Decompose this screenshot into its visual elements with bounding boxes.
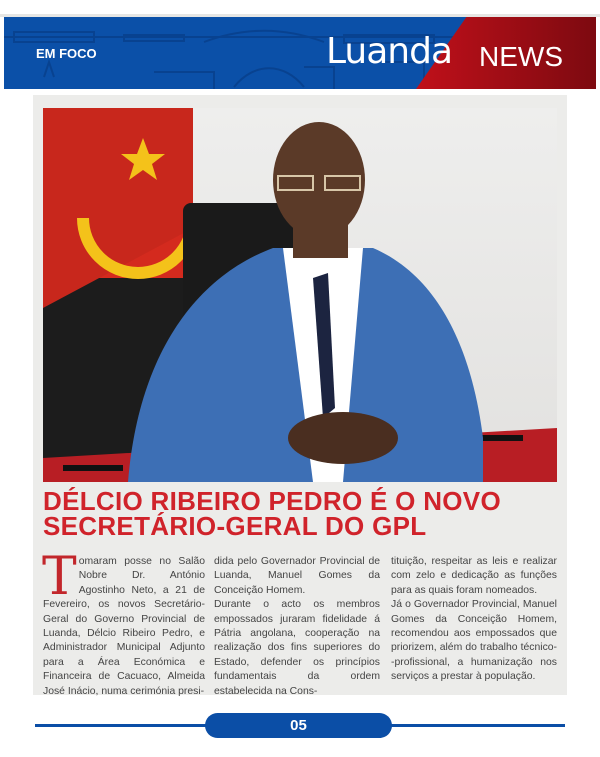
headline-line-2: SECRETÁRIO-GERAL DO GPL: [43, 511, 427, 541]
headline-line-1: DÉLCIO RIBEIRO PEDRO É O NOVO: [43, 486, 501, 516]
page-number: 05: [205, 713, 392, 738]
article-column-2: [214, 555, 380, 699]
top-strip: [0, 0, 600, 14]
column-2-paragraph-2: Durante o acto os membros empossados juraram fidelidade á Pátria angolana, cooperação na realização dos fins superiores do Estado, defender os princípios fundamentais da ordem estabelecida na Cons-: [214, 599, 380, 697]
column-3-paragraph-2: Já o Governador Provincial, Manuel Gomes da Conceição Homem, recomendou aos empossados que priorizem, além do trabalho técnico--profissional, a humanização nos serviços a prestar à população.: [391, 599, 557, 683]
column-2-paragraph-1: dida pelo Governador Provincial de Luanda, Manuel Gomes da Conceição Homem.: [214, 556, 380, 596]
brand-logo-news: NEWS: [479, 41, 563, 72]
article-photo: [43, 108, 557, 482]
article-headline: [43, 486, 563, 541]
article-column-1: [42, 547, 205, 699]
drop-cap: T: [42, 547, 77, 607]
brand-logo-luanda: Luanda: [326, 31, 453, 72]
photo-illustration: [43, 108, 557, 482]
section-label: EM FOCO: [36, 46, 97, 61]
column-1-text: omaram posse no Salão Nobre Dr. António Agostinho Neto, a 21 de Fevereiro, os novos Secretário-Geral do Governo Provincial de Luanda, Délcio Ribeiro Pedro, e Administrador Municipal Adjunto para a Área Económica e Financeira de Cacuaco, Almeida José Inácio, numa cerimónia presi-: [43, 556, 205, 697]
header-banner: [4, 17, 596, 89]
column-3-paragraph-1: tituição, respeitar as leis e realizar com zelo e dedicação as funções para as quais foram nomeados.: [391, 556, 557, 596]
article-column-3: [391, 555, 557, 685]
